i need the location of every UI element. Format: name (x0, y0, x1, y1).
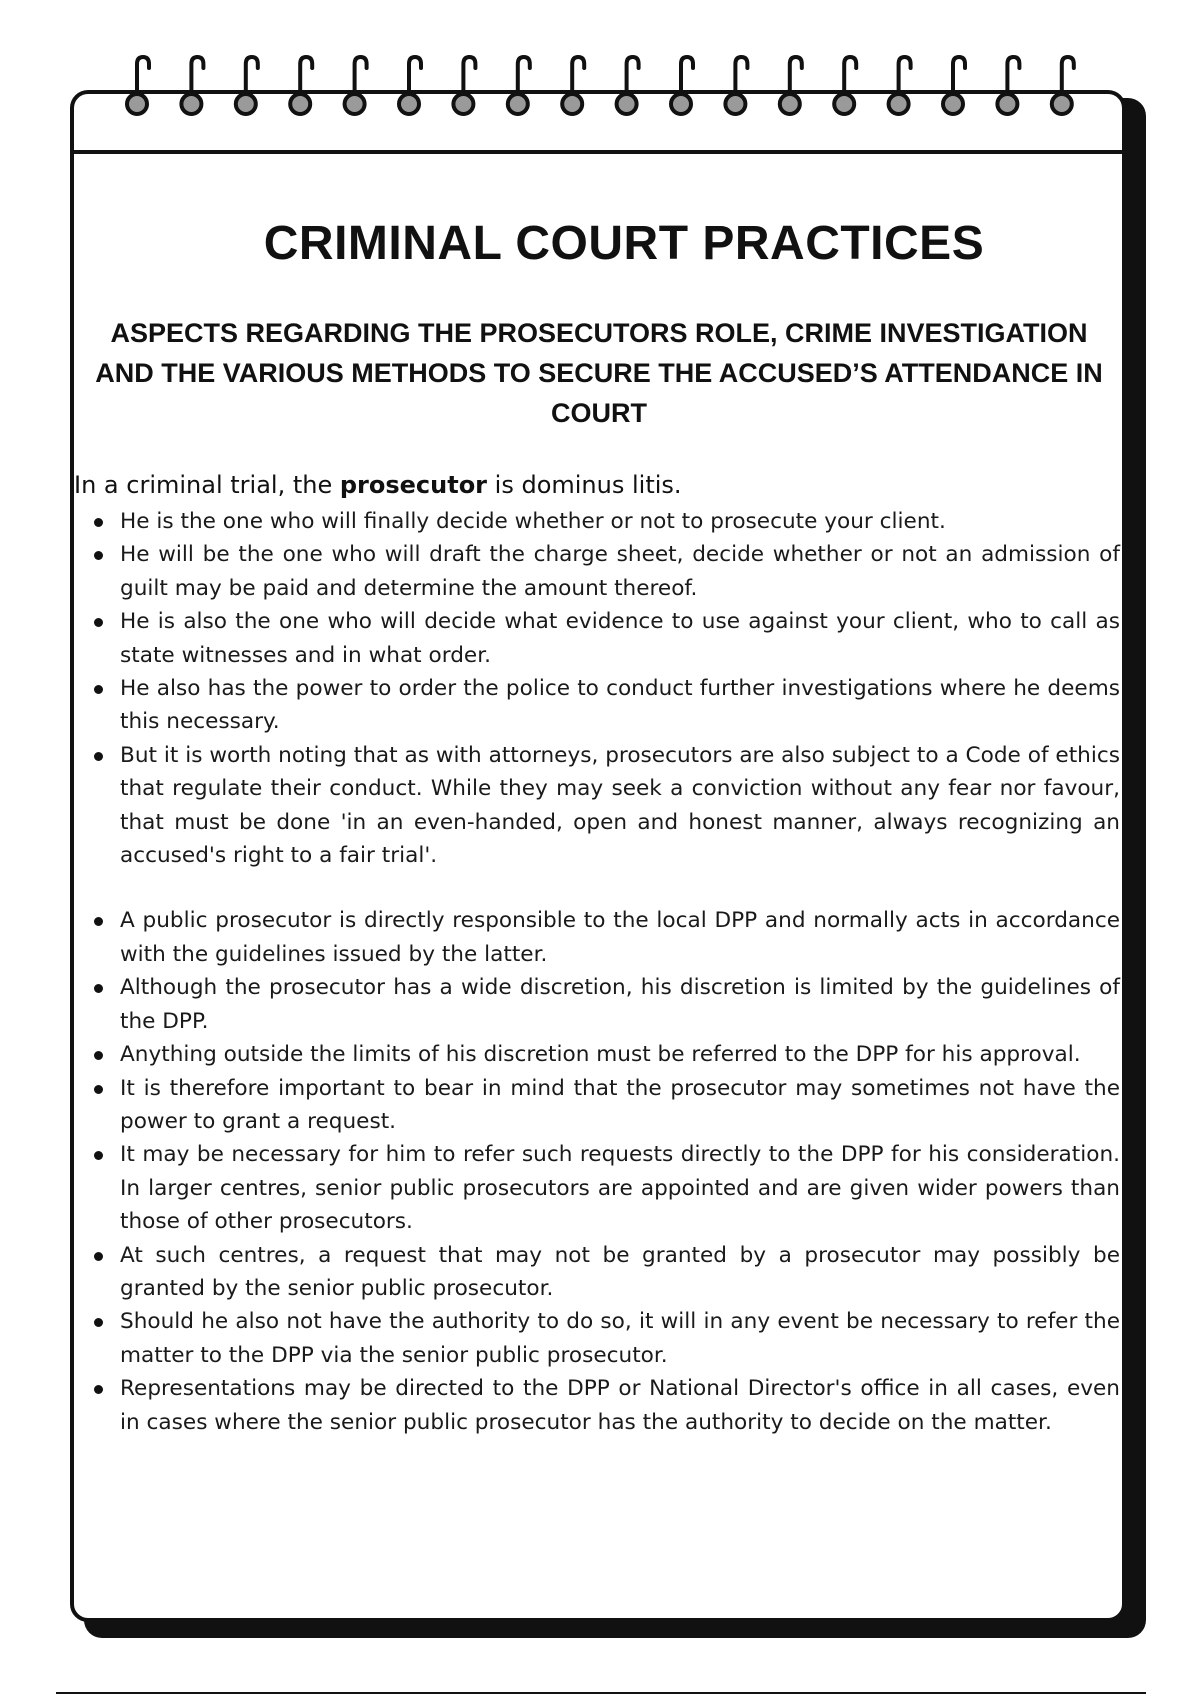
spiral-ring-icon (290, 57, 312, 114)
spiral-ring-icon (562, 57, 584, 114)
list-item: At such centres, a request that may not be granted by a prosecutor may possibly be granted by the senior public prosecutor. (120, 1239, 1120, 1306)
list-item: It may be necessary for him to refer such requests directly to the DPP for his consideration. In larger centres, senior public prosecutors are appointed and are given wider powers than those of other prosecutors. (120, 1138, 1120, 1238)
spiral-ring-icon (943, 57, 965, 114)
bullet-list-dpp-relationship (74, 904, 1120, 1439)
spiral-ring-icon (617, 57, 639, 114)
intro-paragraph (74, 465, 1124, 505)
list-item: He also has the power to order the police to conduct further investigations where he deems this necessary. (120, 672, 1120, 739)
spiral-ring-icon (1052, 57, 1074, 114)
bottom-rule-divider (56, 1692, 1146, 1694)
spiral-ring-icon (889, 57, 911, 114)
spiral-ring-icon (127, 57, 149, 114)
intro-text-before: In a criminal trial, the (74, 471, 340, 499)
page-title: CRIMINAL COURT PRACTICES (263, 217, 985, 270)
spiral-ring-icon (671, 57, 693, 114)
list-item: He will be the one who will draft the charge sheet, decide whether or not an admission of guilt may be paid and determine the amount thereof. (120, 538, 1120, 605)
spiral-binding (0, 54, 1200, 124)
page-content (74, 215, 1124, 1439)
spiral-ring-icon (399, 57, 421, 114)
spiral-ring-icon (508, 57, 530, 114)
spiral-ring-icon (725, 57, 747, 114)
list-item: It is therefore important to bear in mind that the prosecutor may sometimes not have the power to grant a request. (120, 1072, 1120, 1139)
list-item: But it is worth noting that as with attorneys, prosecutors are also subject to a Code of ethics that regulate their conduct. While they may seek a conviction without any fear nor favour, that must be done 'in an even-handed, open and honest manner, always recognizing an accused's right to a fair trial'. (120, 739, 1120, 873)
bullet-list-prosecutor-role (74, 505, 1120, 872)
spiral-ring-icon (236, 57, 258, 114)
spiral-ring-icon (834, 57, 856, 114)
list-item: He is also the one who will decide what evidence to use against your client, who to call as state witnesses and in what order. (120, 605, 1120, 672)
spiral-ring-icon (453, 57, 475, 114)
intro-bold-term: prosecutor (339, 471, 488, 499)
spiral-ring-icon (780, 57, 802, 114)
intro-text-after: is dominus litis. (487, 471, 682, 499)
spiral-ring-icon (997, 57, 1019, 114)
spiral-ring-icon (345, 57, 367, 114)
list-item: Should he also not have the authority to do so, it will in any event be necessary to refer the matter to the DPP via the senior public prosecutor. (120, 1305, 1120, 1372)
spiral-ring-icon (181, 57, 203, 114)
list-item: Representations may be directed to the DPP or National Director's office in all cases, even in cases where the senior public prosecutor has the authority to decide on the matter. (120, 1372, 1120, 1439)
list-item: Anything outside the limits of his discretion must be referred to the DPP for his approval. (120, 1038, 1120, 1071)
list-item: He is the one who will finally decide whether or not to prosecute your client. (120, 505, 1120, 538)
list-item: Although the prosecutor has a wide discretion, his discretion is limited by the guidelines of the DPP. (120, 971, 1120, 1038)
notebook-header-divider (74, 150, 1122, 154)
page-subtitle: ASPECTS REGARDING THE PROSECUTORS ROLE, CRIME INVESTIGATION AND THE VARIOUS METHODS TO SECURE THE ACCUSED’S ATTENDANCE IN COURT (95, 318, 1103, 428)
list-item: A public prosecutor is directly responsible to the local DPP and normally acts in accordance with the guidelines issued by the latter. (120, 904, 1120, 971)
